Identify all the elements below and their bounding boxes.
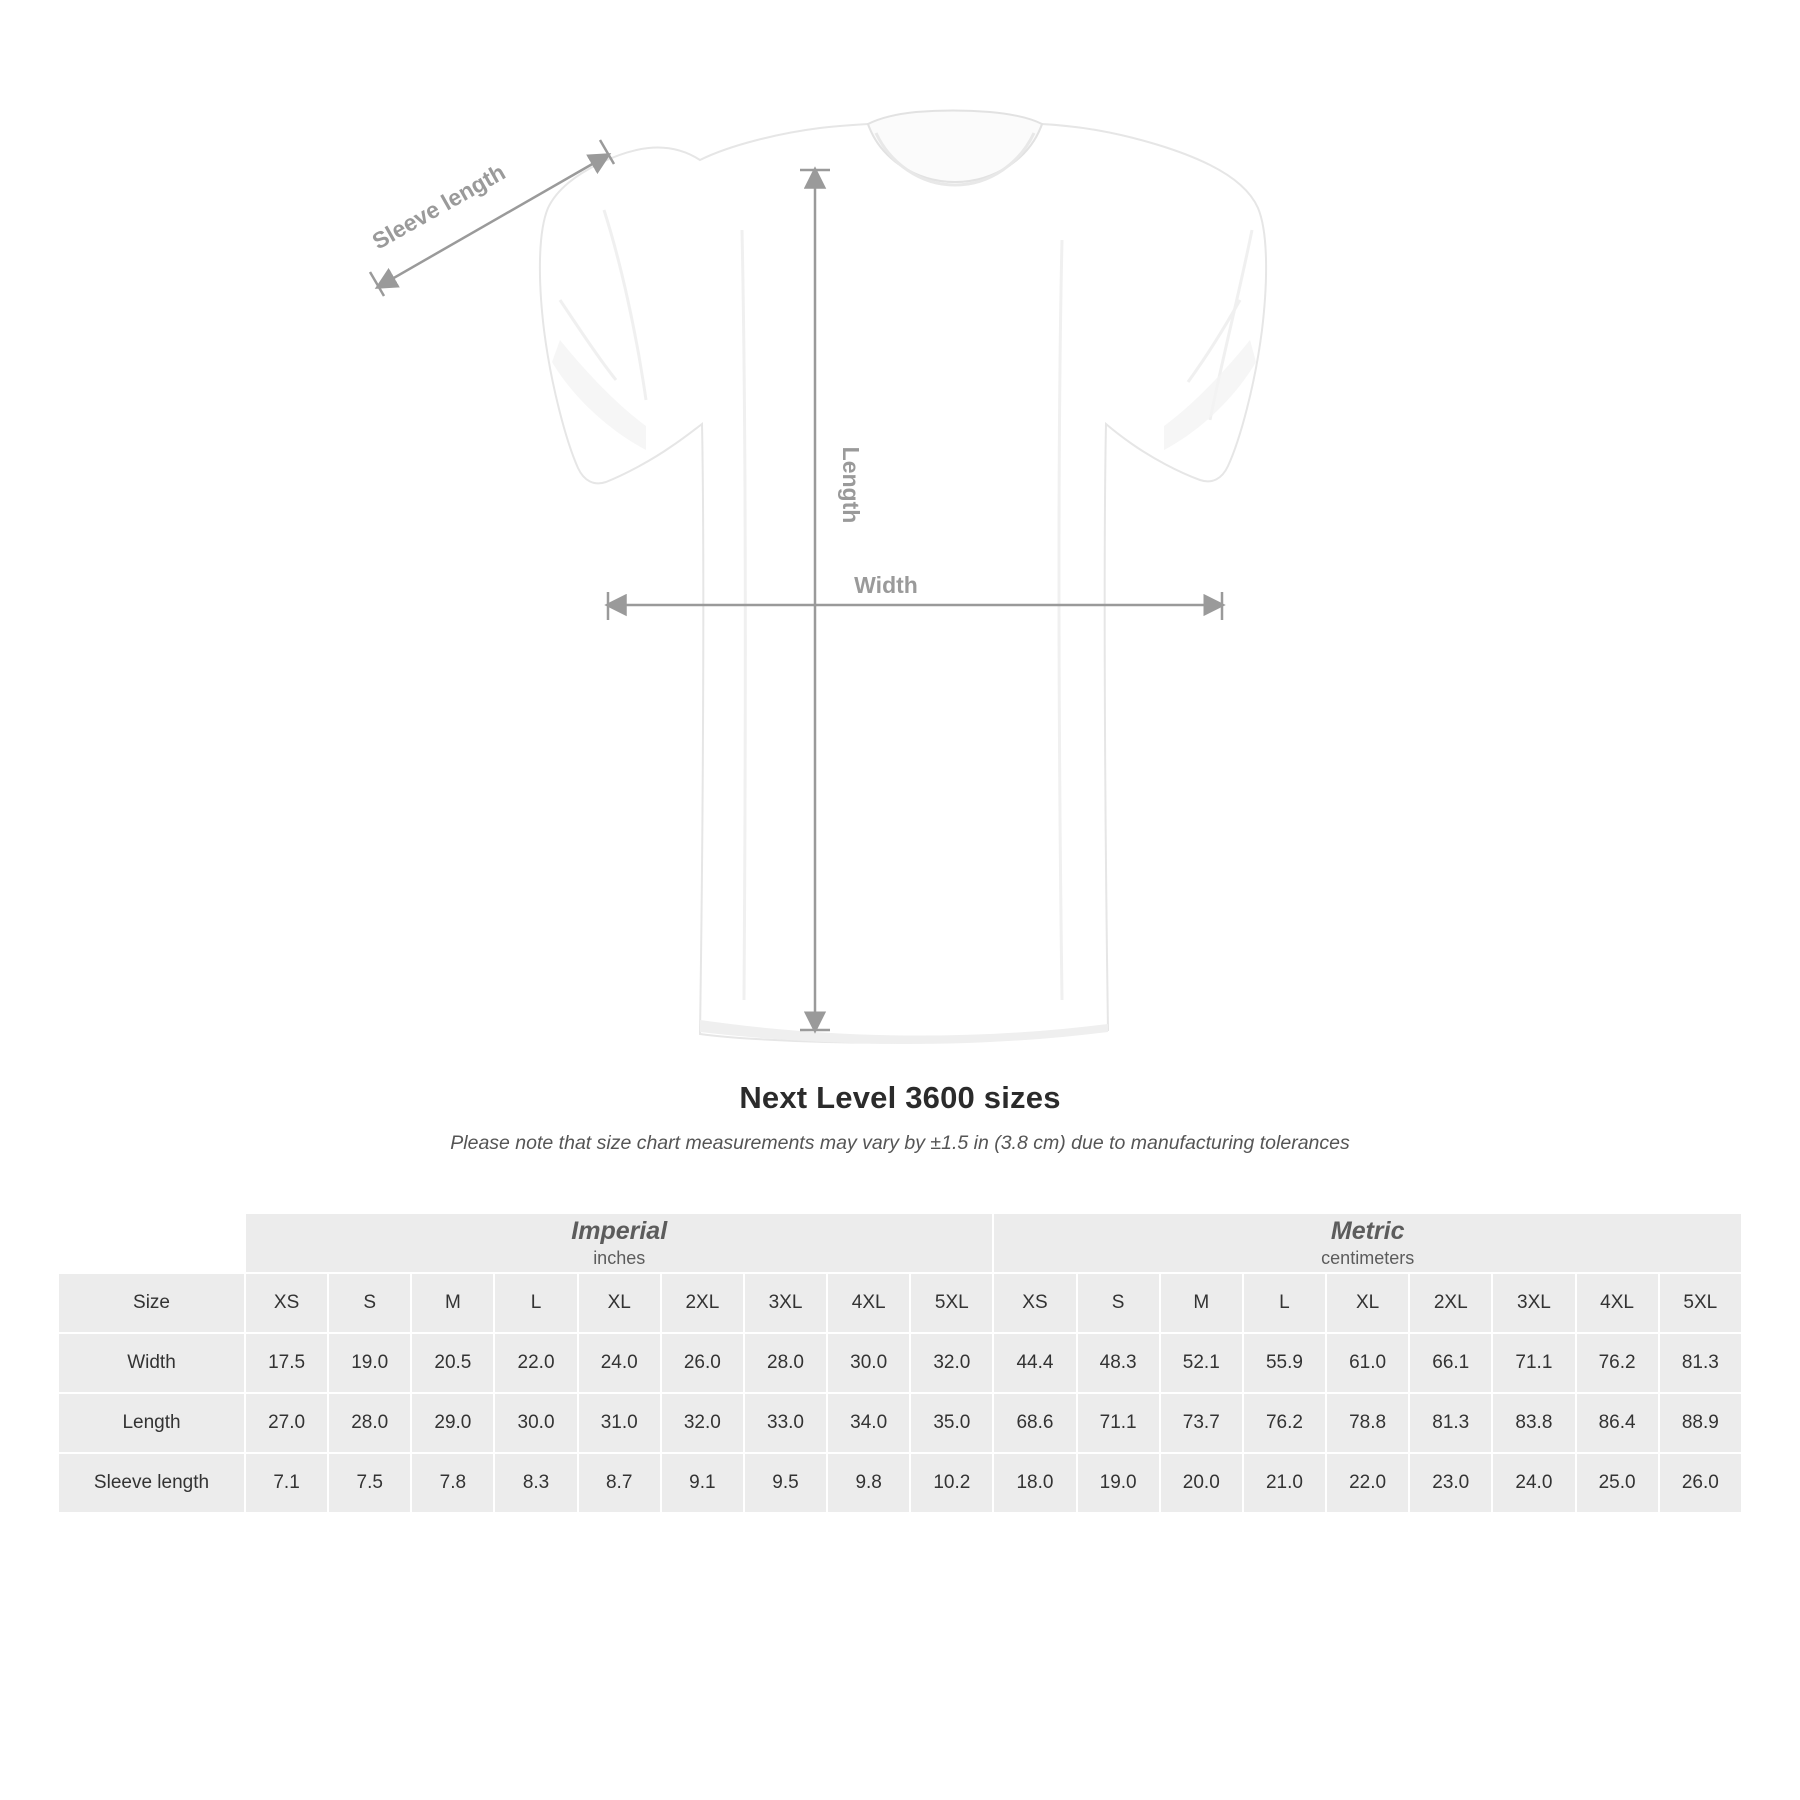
cell-sleeve-imperial-1: 7.5 [329, 1454, 410, 1512]
cell-length-imperial-5: 32.0 [662, 1394, 743, 1452]
size-col-6: 3XL [745, 1274, 826, 1332]
cell-width-metric-8: 81.3 [1660, 1334, 1741, 1392]
cell-width-imperial-2: 20.5 [412, 1334, 493, 1392]
unit-group-metric [994, 1214, 1741, 1272]
size-col-10: S [1078, 1274, 1159, 1332]
cell-width-metric-6: 71.1 [1493, 1334, 1574, 1392]
cell-width-imperial-6: 28.0 [745, 1334, 826, 1392]
size-col-8: 5XL [911, 1274, 992, 1332]
sleeve-length-label: Sleeve length [367, 158, 510, 255]
table-corner-cell [59, 1214, 244, 1272]
cell-width-metric-2: 52.1 [1161, 1334, 1242, 1392]
size-col-3: L [495, 1274, 576, 1332]
cell-sleeve-imperial-7: 9.8 [828, 1454, 909, 1512]
row-label-width: Width [59, 1334, 244, 1392]
row-label-sleeve-length: Sleeve length [59, 1454, 244, 1512]
cell-sleeve-imperial-6: 9.5 [745, 1454, 826, 1512]
cell-sleeve-metric-5: 23.0 [1410, 1454, 1491, 1512]
cell-length-metric-5: 81.3 [1410, 1394, 1491, 1452]
cell-length-imperial-7: 34.0 [828, 1394, 909, 1452]
cell-length-imperial-0: 27.0 [246, 1394, 327, 1452]
cell-width-imperial-5: 26.0 [662, 1334, 743, 1392]
unit-group-metric-sub: centimeters [1321, 1247, 1415, 1268]
size-col-13: XL [1327, 1274, 1408, 1332]
cell-length-imperial-2: 29.0 [412, 1394, 493, 1452]
unit-header-row [59, 1214, 1741, 1272]
size-col-16: 4XL [1577, 1274, 1658, 1332]
size-col-17: 5XL [1660, 1274, 1741, 1332]
cell-length-metric-7: 86.4 [1577, 1394, 1658, 1452]
cell-sleeve-metric-3: 21.0 [1244, 1454, 1325, 1512]
cell-length-imperial-8: 35.0 [911, 1394, 992, 1452]
cell-width-metric-4: 61.0 [1327, 1334, 1408, 1392]
cell-sleeve-imperial-4: 8.7 [579, 1454, 660, 1512]
cell-length-imperial-4: 31.0 [579, 1394, 660, 1452]
cell-length-imperial-1: 28.0 [329, 1394, 410, 1452]
unit-group-metric-name: Metric [1330, 1216, 1405, 1245]
width-label: Width [854, 572, 918, 598]
size-col-4: XL [579, 1274, 660, 1332]
cell-width-metric-0: 44.4 [994, 1334, 1075, 1392]
cell-length-metric-3: 76.2 [1244, 1394, 1325, 1452]
unit-group-imperial-name: Imperial [571, 1216, 668, 1245]
cell-sleeve-imperial-2: 7.8 [412, 1454, 493, 1512]
size-col-14: 2XL [1410, 1274, 1491, 1332]
cell-sleeve-imperial-5: 9.1 [662, 1454, 743, 1512]
size-label-cell: Size [59, 1274, 244, 1332]
cell-width-metric-5: 66.1 [1410, 1334, 1491, 1392]
size-table [57, 1212, 1743, 1514]
row-label-length: Length [59, 1394, 244, 1452]
cell-length-metric-2: 73.7 [1161, 1394, 1242, 1452]
size-col-0: XS [246, 1274, 327, 1332]
size-col-11: M [1161, 1274, 1242, 1332]
cell-width-imperial-3: 22.0 [495, 1334, 576, 1392]
cell-length-metric-0: 68.6 [994, 1394, 1075, 1452]
cell-length-metric-8: 88.9 [1660, 1394, 1741, 1452]
cell-sleeve-metric-8: 26.0 [1660, 1454, 1741, 1512]
size-col-2: M [412, 1274, 493, 1332]
page-title: Next Level 3600 sizes [739, 1080, 1061, 1115]
cell-sleeve-metric-0: 18.0 [994, 1454, 1075, 1512]
cell-width-metric-7: 76.2 [1577, 1334, 1658, 1392]
size-col-1: S [329, 1274, 410, 1332]
cell-sleeve-metric-2: 20.0 [1161, 1454, 1242, 1512]
cell-width-metric-3: 55.9 [1244, 1334, 1325, 1392]
cell-width-imperial-7: 30.0 [828, 1334, 909, 1392]
cell-length-imperial-3: 30.0 [495, 1394, 576, 1452]
size-col-12: L [1244, 1274, 1325, 1332]
unit-group-imperial-sub: inches [593, 1247, 646, 1268]
size-col-5: 2XL [662, 1274, 743, 1332]
length-label: Length [838, 446, 864, 524]
cell-length-imperial-6: 33.0 [745, 1394, 826, 1452]
cell-sleeve-imperial-3: 8.3 [495, 1454, 576, 1512]
size-header-row [59, 1274, 1741, 1332]
cell-length-metric-1: 71.1 [1078, 1394, 1159, 1452]
cell-length-metric-4: 78.8 [1327, 1394, 1408, 1452]
page-subtitle: Please note that size chart measurements may vary by ±1.5 in (3.8 cm) due to manufacturing tolerances [450, 1132, 1350, 1154]
unit-group-imperial [246, 1214, 992, 1272]
table-row [59, 1394, 1741, 1452]
cell-width-imperial-0: 17.5 [246, 1334, 327, 1392]
cell-length-metric-6: 83.8 [1493, 1394, 1574, 1452]
cell-sleeve-metric-7: 25.0 [1577, 1454, 1658, 1512]
cell-sleeve-imperial-8: 10.2 [911, 1454, 992, 1512]
size-col-9: XS [994, 1274, 1075, 1332]
cell-width-imperial-4: 24.0 [579, 1334, 660, 1392]
cell-width-imperial-1: 19.0 [329, 1334, 410, 1392]
cell-sleeve-metric-4: 22.0 [1327, 1454, 1408, 1512]
cell-width-metric-1: 48.3 [1078, 1334, 1159, 1392]
cell-sleeve-imperial-0: 7.1 [246, 1454, 327, 1512]
cell-sleeve-metric-1: 19.0 [1078, 1454, 1159, 1512]
size-col-7: 4XL [828, 1274, 909, 1332]
title-block [0, 1080, 1800, 1155]
size-table-wrapper [57, 1212, 1743, 1514]
size-col-15: 3XL [1493, 1274, 1574, 1332]
cell-sleeve-metric-6: 24.0 [1493, 1454, 1574, 1512]
cell-width-imperial-8: 32.0 [911, 1334, 992, 1392]
table-row [59, 1334, 1741, 1392]
table-row [59, 1454, 1741, 1512]
